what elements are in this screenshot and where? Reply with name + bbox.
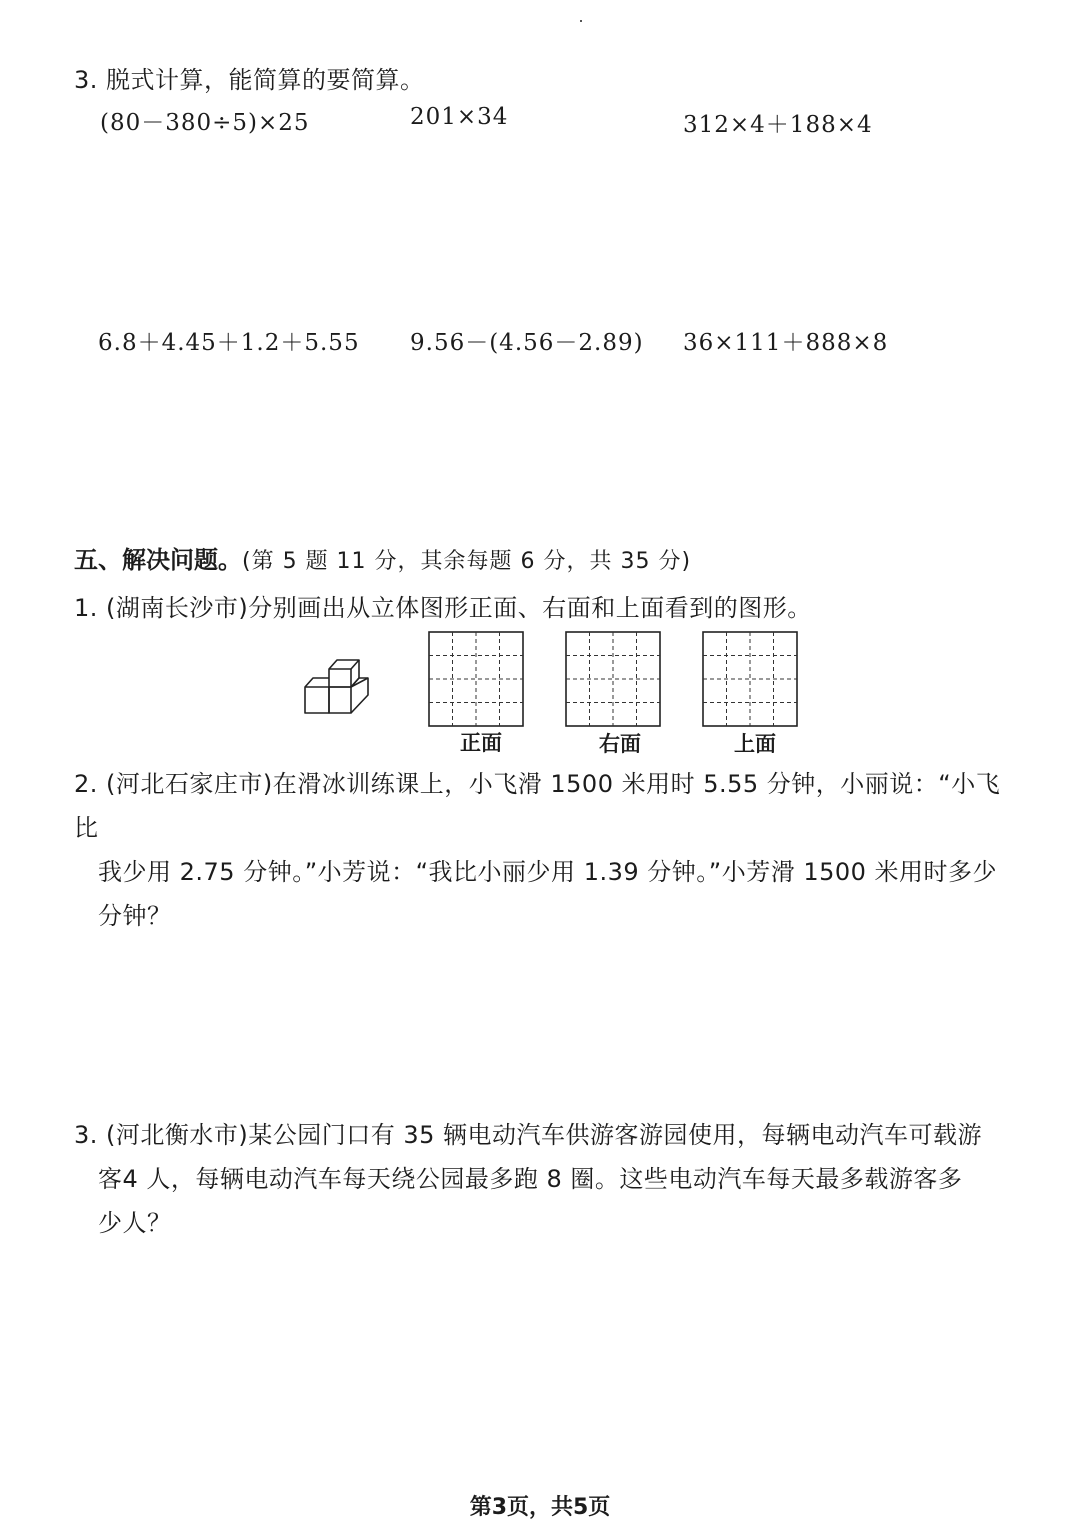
problem3-text [74,1113,1014,1245]
q3-expr-3: 312×4＋188×4 [683,112,873,138]
front-view-grid[interactable] [428,631,524,727]
problem3-line3: 少人？ [98,1209,172,1237]
q3-expr-4: 6.8＋4.45＋1.2＋5.55 [98,330,360,356]
problem2-text [74,762,1014,938]
problem3-line1: 3. (河北衡水市)某公园门口有 35 辆电动汽车供游客游园使用，每辆电动汽车可载游 [74,1121,983,1149]
right-view-label: 右面 [599,732,641,756]
front-view-label: 正面 [460,731,502,755]
problem2-line2: 我少用 2.75 分钟。”小芳说：“我比小丽少用 1.39 分钟。”小芳滑 1500 米用时多少 [98,858,998,886]
scan-mark [580,20,582,22]
page-number: 第3页，共5页 [469,1495,611,1520]
cube-stack-figure [300,655,372,717]
section5-note: (第 5 题 11 分，其余每题 6 分，共 35 分) [242,549,692,574]
q3-expr-2: 201×34 [410,104,509,130]
section5-heading [74,540,691,575]
problem2-line1: 2. (河北石家庄市)在滑冰训练课上，小飞滑 1500 米用时 5.55 分钟，小丽说：“小飞比 [74,770,1001,842]
section5-title: 五、解决问题。 [74,546,242,574]
top-view-grid[interactable] [702,631,798,727]
q3-title: 3. 脱式计算，能简算的要简算。 [74,66,425,94]
problem3-line2: 客4 人，每辆电动汽车每天绕公园最多跑 8 圈。这些电动汽车每天最多载游客多 [98,1165,963,1193]
q3-expr-5: 9.56－(4.56－2.89) [410,330,644,356]
top-view-label: 上面 [734,732,776,756]
problem2-line3: 分钟？ [98,902,172,930]
q3-expr-6: 36×111＋888×8 [683,330,889,356]
q3-expr-1: (80－380÷5)×25 [100,110,310,136]
problem1-text: 1. (湖南长沙市)分别画出从立体图形正面、右面和上面看到的图形。 [74,594,812,622]
right-view-grid[interactable] [565,631,661,727]
